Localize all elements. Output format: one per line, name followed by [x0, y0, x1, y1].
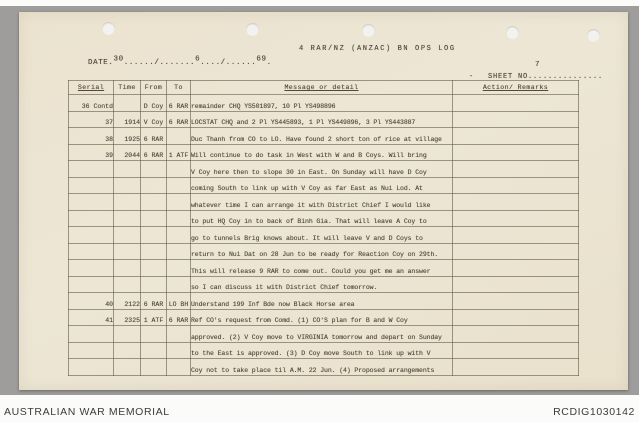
cell-time [114, 95, 141, 112]
date-label: DATE. [88, 59, 114, 67]
cell-from [141, 177, 167, 194]
cell-serial: 37 [69, 111, 114, 128]
reference-id-label: RCDIG1030142 [553, 406, 635, 418]
cell-from: 6 RAR [141, 144, 167, 161]
cell-from [141, 161, 167, 178]
cell-action [453, 359, 579, 376]
cell-to [167, 210, 191, 227]
cell-message: whatever time I can arrange it with District Chief I would like [191, 194, 453, 211]
cell-action [453, 309, 579, 326]
cell-to [167, 359, 191, 376]
document-page [19, 12, 628, 390]
cell-from: V Coy [141, 111, 167, 128]
sheet-number-value: 7 [535, 61, 540, 69]
cell-action [453, 144, 579, 161]
cell-time [114, 276, 141, 293]
cell-time [114, 210, 141, 227]
table-row [69, 210, 579, 227]
punch-hole [362, 24, 375, 37]
table-row [69, 111, 579, 128]
header-cell-to: To [167, 81, 191, 95]
table-row [69, 309, 579, 326]
cell-message: to the East is approved. (3) D Coy move South to link up with V [191, 342, 453, 359]
cell-action [453, 276, 579, 293]
cell-serial [69, 194, 114, 211]
cell-from: 6 RAR [141, 128, 167, 145]
header-cell-time: Time [114, 81, 141, 95]
cell-to [167, 161, 191, 178]
table-row [69, 161, 579, 178]
viewer-footer-bar [0, 395, 639, 422]
table-row [69, 342, 579, 359]
cell-action [453, 177, 579, 194]
cell-time [114, 342, 141, 359]
date-dots: ..../ [200, 59, 226, 67]
cell-to [167, 227, 191, 244]
cell-message: Will continue to do task in West with W and B Coys. Will bring [191, 144, 453, 161]
cell-message: return to Nui Dat on 28 Jun to be ready for Reaction Coy on 29th. [191, 243, 453, 260]
cell-action [453, 243, 579, 260]
cell-message: approved. (2) V Coy move to VIRGINIA tomorrow and depart on Sunday [191, 326, 453, 343]
cell-to [167, 194, 191, 211]
cell-from: 6 RAR [141, 293, 167, 310]
cell-to [167, 260, 191, 277]
date-dot-end: . [266, 59, 272, 67]
cell-time [114, 227, 141, 244]
cell-from [141, 276, 167, 293]
cell-from [141, 227, 167, 244]
cell-action [453, 161, 579, 178]
cell-to [167, 276, 191, 293]
cell-to: 6 RAR [167, 309, 191, 326]
cell-message: Understand 199 Inf Bde now Black Horse area [191, 293, 453, 310]
cell-to: 6 RAR [167, 95, 191, 112]
cell-from [141, 260, 167, 277]
cell-time: 2044 [114, 144, 141, 161]
table-row [69, 293, 579, 310]
cell-action [453, 210, 579, 227]
punch-hole [587, 29, 600, 42]
cell-serial [69, 276, 114, 293]
cell-serial [69, 359, 114, 376]
cell-action [453, 95, 579, 112]
cell-message: remainder CHQ YS501897, 10 Pl YS498896 [191, 95, 453, 112]
cell-to: 1 ATF [167, 144, 191, 161]
date-day: 30 [113, 55, 124, 64]
cell-to: LO BH [167, 293, 191, 310]
punch-hole [102, 22, 115, 35]
cell-message: LOCSTAT CHQ and 2 Pl YS445893, 1 Pl YS449896, 3 Pl YS443887 [191, 111, 453, 128]
cell-serial [69, 227, 114, 244]
date-year: 69 [256, 55, 267, 64]
cell-time: 2325 [114, 309, 141, 326]
cell-serial [69, 326, 114, 343]
cell-message: go to tunnels Brig knows about. It will leave V and D Coys to [191, 227, 453, 244]
cell-message: Duc Thanh from CO to LO. Have found 2 short ton of rice at village [191, 128, 453, 145]
cell-action [453, 326, 579, 343]
cell-time [114, 161, 141, 178]
table-row [69, 177, 579, 194]
header-cell-message: Message or detail [191, 81, 453, 95]
sheet-dots: ............... [528, 73, 604, 81]
sheet-label: SHEET NO [488, 73, 529, 81]
cell-from [141, 359, 167, 376]
cell-message: Coy not to take place til A.M. 22 Jun. (4) Proposed arrangements [191, 359, 453, 376]
header-cell-serial: Serial [69, 81, 114, 95]
cell-serial: 41 [69, 309, 114, 326]
ops-log-table [68, 80, 579, 376]
date-month: 6 [195, 55, 201, 64]
cell-time: 2122 [114, 293, 141, 310]
cell-serial [69, 177, 114, 194]
table-row [69, 194, 579, 211]
punch-hole [246, 23, 259, 36]
table-row [69, 144, 579, 161]
cell-action [453, 342, 579, 359]
table-row [69, 95, 579, 112]
cell-message: to put HQ Coy in to back of Binh Gia. That will leave A Coy to [191, 210, 453, 227]
institution-label: AUSTRALIAN WAR MEMORIAL [4, 406, 170, 418]
header-cell-from: From [141, 81, 167, 95]
date-dots: ...... [225, 59, 257, 67]
table-row [69, 359, 579, 376]
cell-from [141, 194, 167, 211]
cell-time [114, 260, 141, 277]
cell-action [453, 111, 579, 128]
punch-hole [506, 26, 519, 39]
cell-time: 1914 [114, 111, 141, 128]
cell-message: so I can discuss it with District Chief tomorrow. [191, 276, 453, 293]
cell-serial: 38 [69, 128, 114, 145]
cell-action [453, 194, 579, 211]
cell-action [453, 260, 579, 277]
cell-time [114, 243, 141, 260]
cell-serial [69, 161, 114, 178]
cell-serial: 39 [69, 144, 114, 161]
cell-serial [69, 210, 114, 227]
cell-from [141, 326, 167, 343]
cell-from [141, 342, 167, 359]
cell-from [141, 243, 167, 260]
cell-serial [69, 260, 114, 277]
cell-from: 1 ATF [141, 309, 167, 326]
cell-serial [69, 342, 114, 359]
date-dots: ....../ [123, 59, 160, 67]
table-row [69, 326, 579, 343]
cell-to [167, 128, 191, 145]
cell-time [114, 359, 141, 376]
header-cell-action: Action/ Remarks [453, 81, 579, 95]
cell-to [167, 326, 191, 343]
date-dots: ....... [159, 59, 196, 67]
table-row [69, 227, 579, 244]
table-row [69, 260, 579, 277]
table-row [69, 276, 579, 293]
cell-time: 1925 [114, 128, 141, 145]
cell-to [167, 177, 191, 194]
cell-to: 6 RAR [167, 111, 191, 128]
date-line [88, 55, 272, 67]
cell-message: coming South to link up with V Coy as far East as Nui Lod. At [191, 177, 453, 194]
cell-time [114, 177, 141, 194]
table-row [69, 243, 579, 260]
cell-action [453, 128, 579, 145]
table-header-row [69, 81, 579, 95]
cell-time [114, 194, 141, 211]
cell-serial: 40 [69, 293, 114, 310]
cell-time [114, 326, 141, 343]
cell-message: Ref CO's request from Comd. (1) CO'S plan for B and W Coy [191, 309, 453, 326]
cell-action [453, 227, 579, 244]
cell-message: V Coy here then to slope 30 in East. On Sunday will have D Coy [191, 161, 453, 178]
cell-message: This will release 9 RAR to come out. Could you get me an answer [191, 260, 453, 277]
cell-to [167, 342, 191, 359]
cell-to [167, 243, 191, 260]
ops-log-title: 4 RAR/NZ (ANZAC) BN OPS LOG [299, 45, 456, 53]
sheet-dash: - [469, 73, 475, 81]
cell-serial: 36 Contd [69, 95, 114, 112]
table-row [69, 128, 579, 145]
cell-from [141, 210, 167, 227]
cell-serial [69, 243, 114, 260]
cell-from: D Coy [141, 95, 167, 112]
cell-action [453, 293, 579, 310]
